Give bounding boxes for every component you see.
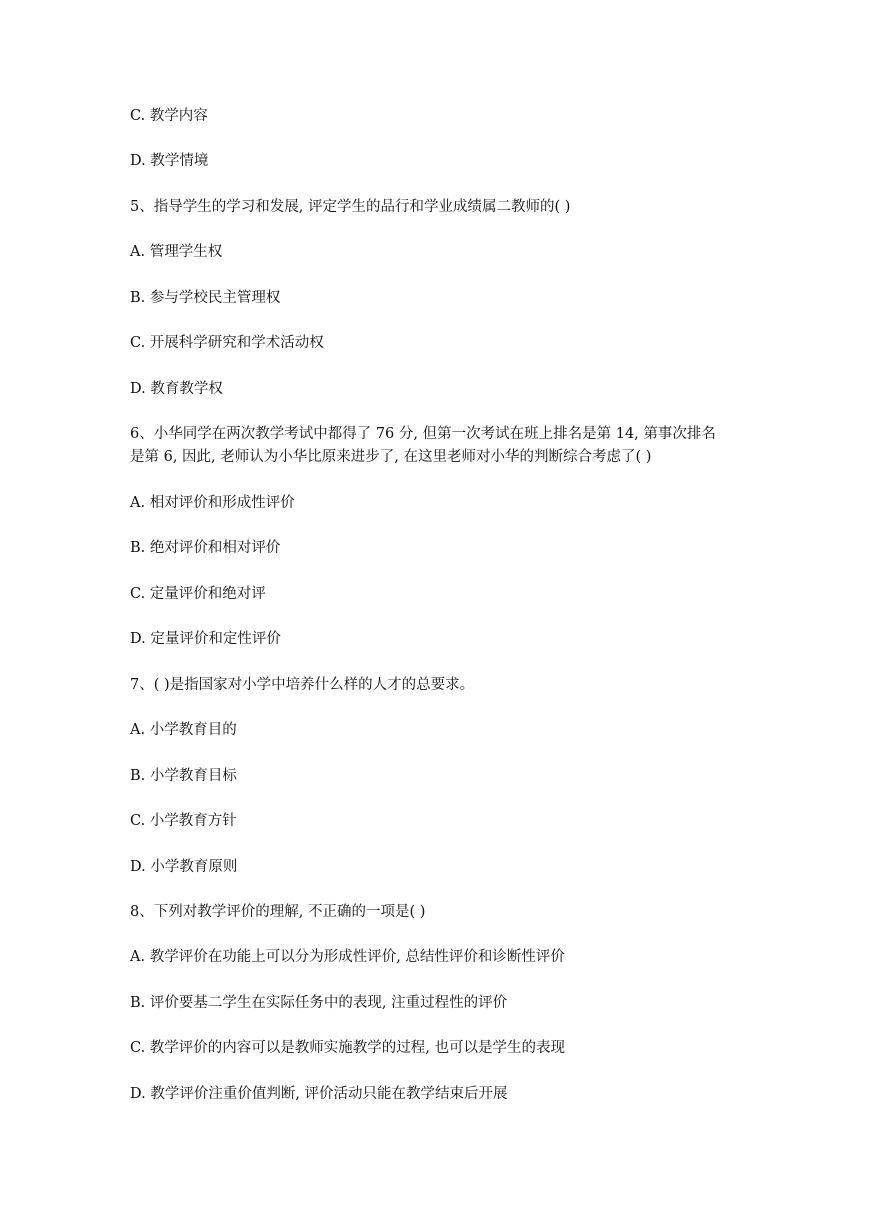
option-7a: A. 小学教育目的 (130, 722, 237, 738)
option-8c: C. 教学评价的内容可以是教师实施教学的过程, 也可以是学生的表现 (130, 1040, 566, 1056)
option-6c: C. 定量评价和绝对评 (130, 586, 266, 602)
option-5b: B. 参与学校民主管理权 (130, 290, 281, 306)
option-5a: A. 管理学生权 (130, 244, 223, 260)
question-6-line-1: 6、小华同学在两次教学考试中都得了 76 分, 但第一次考试在班上排名是第 14, 第事次排名 (130, 426, 716, 442)
question-8: 8、下列对教学评价的理解, 不正确的一项是( ) (130, 904, 426, 920)
option-6a: A. 相对评价和形成性评价 (130, 495, 295, 511)
option-5c: C. 开展科学研究和学术活动权 (130, 335, 324, 351)
option-4d: D. 教学情境 (130, 153, 209, 169)
option-8b: B. 评价要基二学生在实际任务中的表现, 注重过程性的评价 (130, 995, 508, 1011)
option-8d: D. 教学评价注重价值判断, 评价活动只能在教学结束后开展 (130, 1086, 508, 1102)
option-7b: B. 小学教育目标 (130, 768, 237, 784)
question-6-line-2: 是第 6, 因此, 老师认为小华比原来进步了, 在这里老师对小华的判断综合考虑了( ) (130, 449, 652, 465)
question-7: 7、( )是指国家对小学中培养什么样的人才的总要求。 (130, 677, 475, 693)
question-5: 5、指导学生的学习和发展, 评定学生的品行和学业成绩属二教师的( ) (130, 199, 571, 215)
option-8a: A. 教学评价在功能上可以分为形成性评价, 总结性评价和诊断性评价 (130, 949, 565, 965)
option-4c: C. 教学内容 (130, 108, 208, 124)
option-6b: B. 绝对评价和相对评价 (130, 540, 281, 556)
option-5d: D. 教育教学权 (130, 381, 223, 397)
option-7d: D. 小学教育原则 (130, 859, 238, 875)
option-7c: C. 小学教育方针 (130, 813, 237, 829)
option-6d: D. 定量评价和定性评价 (130, 631, 281, 647)
